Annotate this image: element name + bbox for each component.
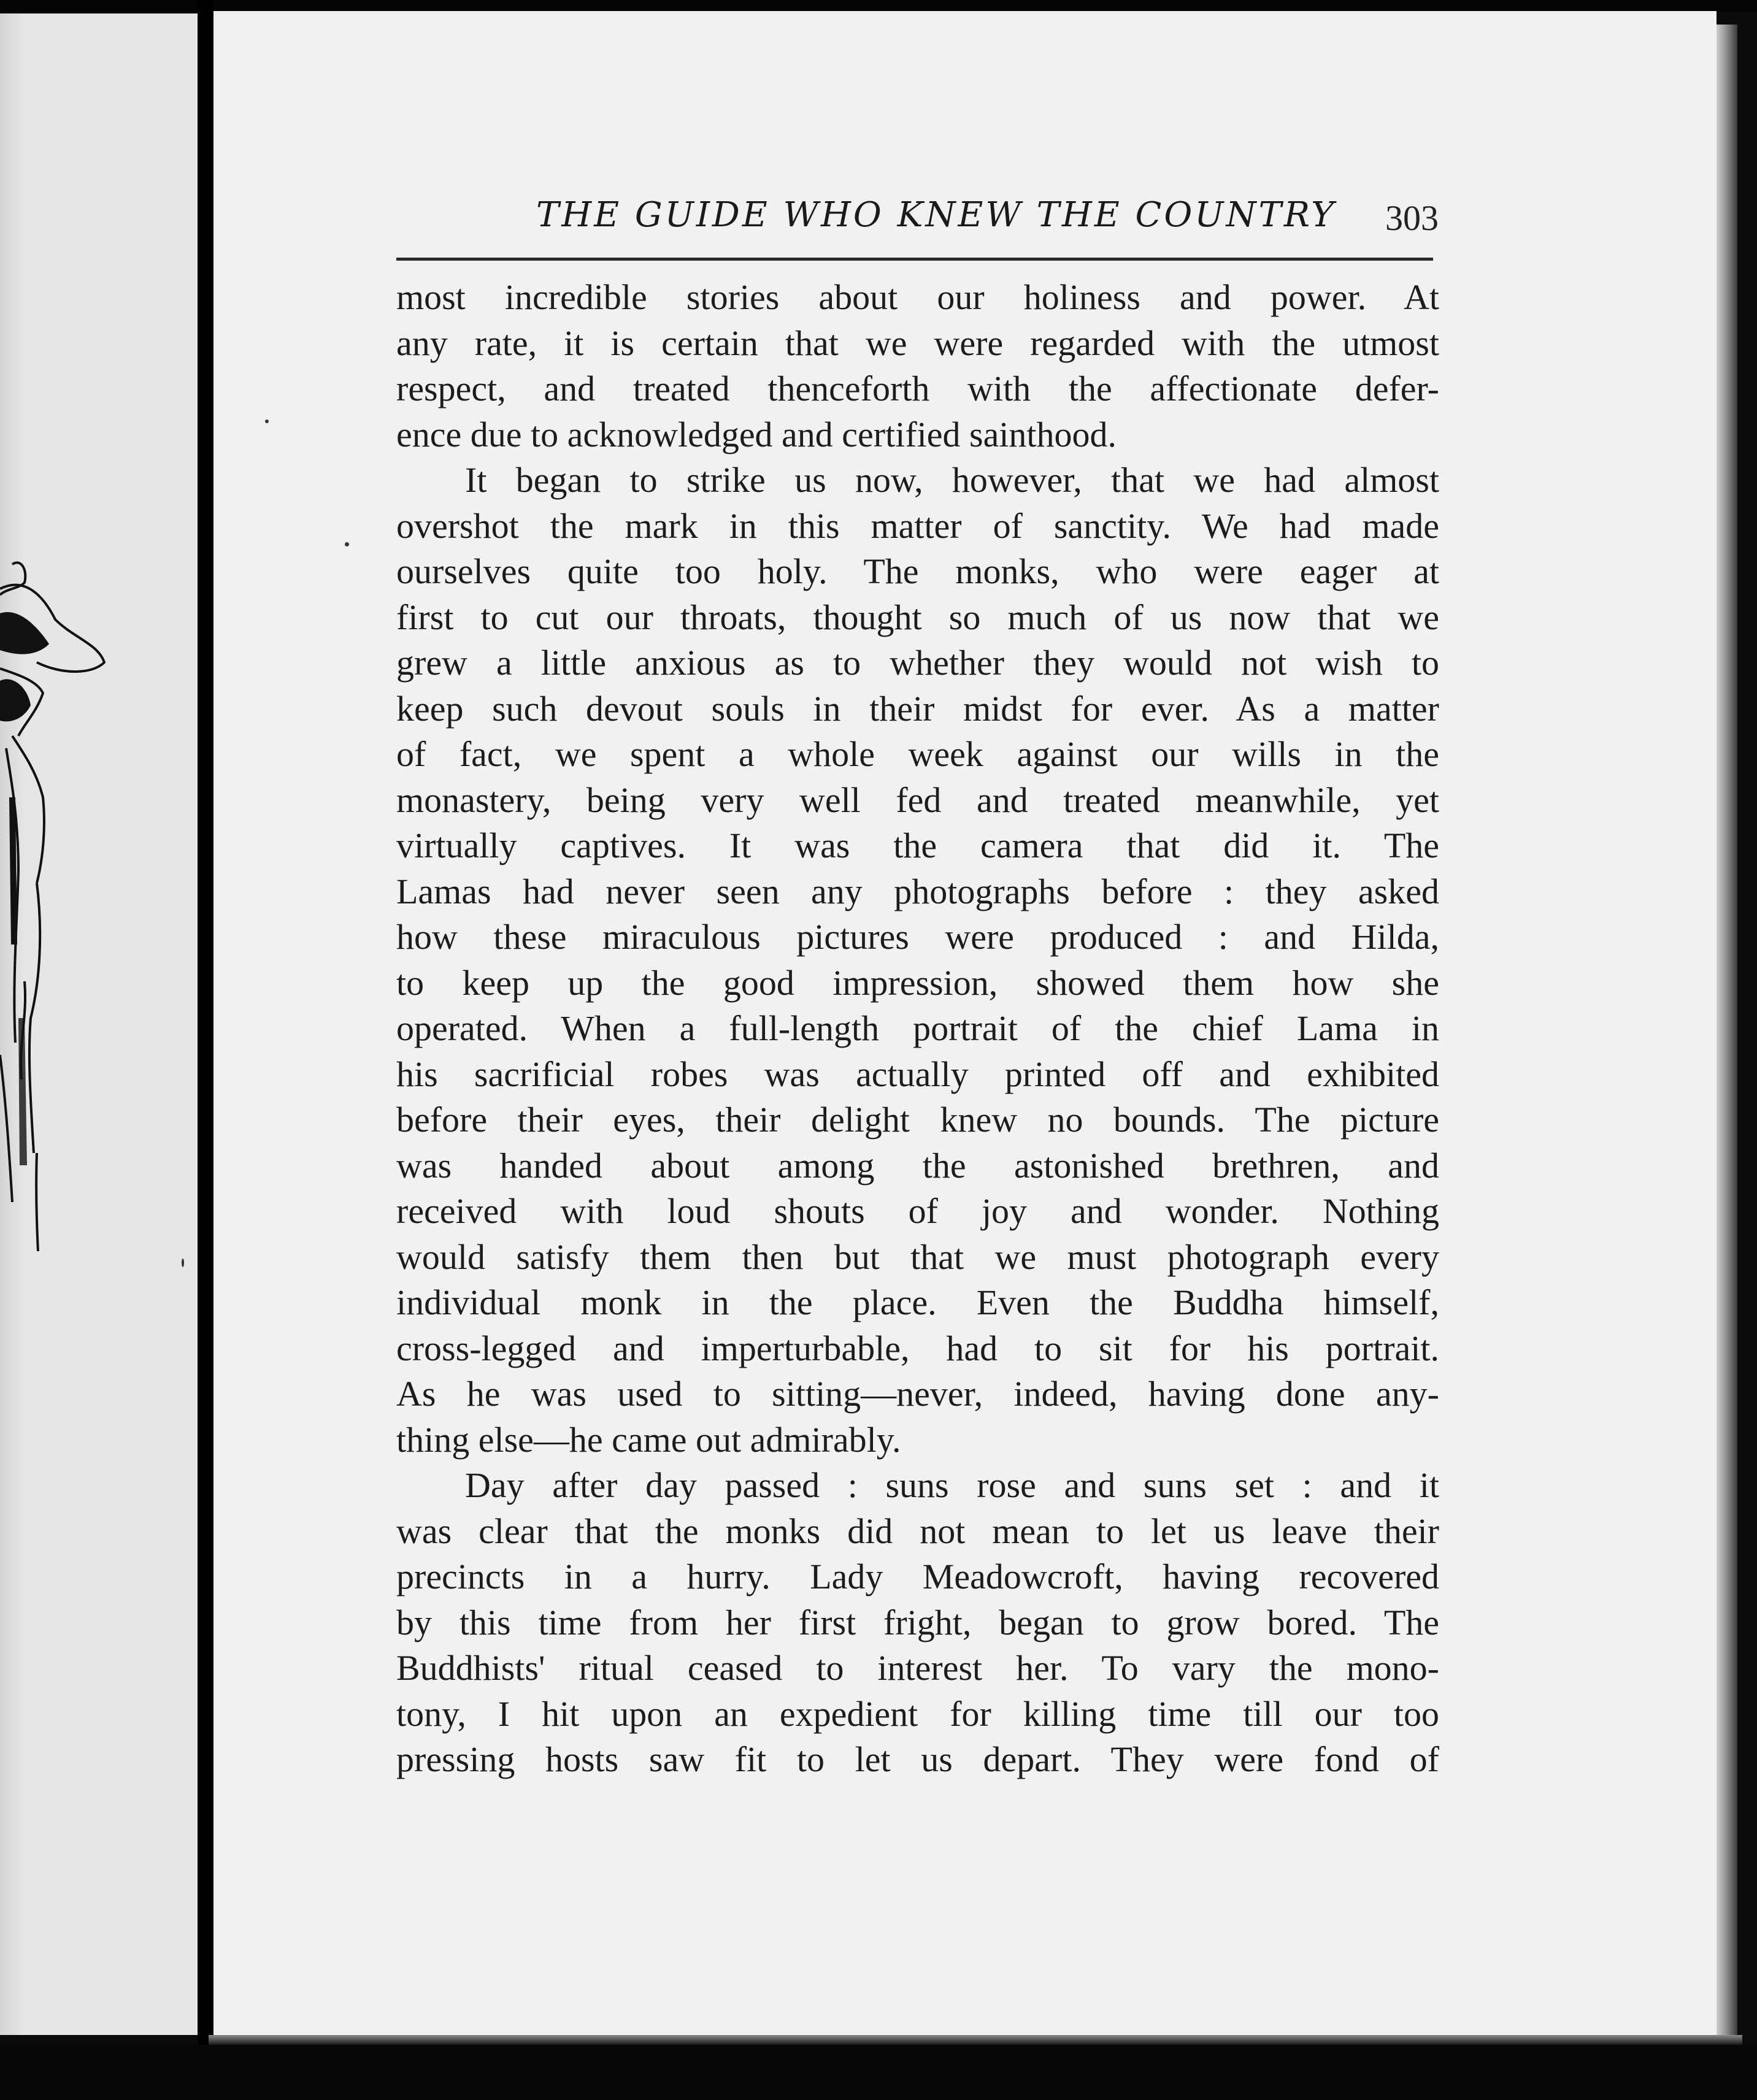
text-line: precincts in a hurry. Lady Meadowcroft, having recovered <box>396 1557 1439 1596</box>
ink-speck <box>182 1259 184 1267</box>
text-line: any rate, it is certain that we were regarded with the utmost <box>396 323 1439 363</box>
text-line: ence due to acknowledged and certified sainthood. <box>396 414 1117 454</box>
running-head-title: THE GUIDE WHO KNEW THE COUNTRY <box>536 195 1337 235</box>
text-line: was handed about among the astonished brethren, and <box>396 1145 1439 1186</box>
text-line: how these miraculous pictures were produced : and Hilda, <box>396 917 1439 957</box>
bottom-scan-border <box>0 2045 1757 2100</box>
ink-speck <box>345 542 349 546</box>
text-line: was clear that the monks did not mean to let us leave their <box>396 1511 1439 1551</box>
header-rule <box>396 258 1433 261</box>
text-line: respect, and treated thenceforth with the affectionate defer- <box>396 369 1439 408</box>
text-line: tony, I hit upon an expedient for killing time till our too <box>396 1693 1439 1734</box>
text-line: before their eyes, their delight knew no bounds. The picture <box>396 1100 1439 1140</box>
page-bottom-edge <box>209 2035 1742 2045</box>
text-line: to keep up the good impression, showed them how she <box>396 962 1439 1003</box>
text-line: his sacrificial robes was actually printed off and exhibited <box>396 1054 1439 1094</box>
text-line: first to cut our throats, thought so much of us now that we <box>396 597 1439 637</box>
page-number: 303 <box>1385 198 1439 238</box>
book-gutter <box>198 0 213 2100</box>
text-line: most incredible stories about our holiness and power. At <box>396 277 1439 317</box>
text-line: received with loud shouts of joy and wonder. Nothing <box>396 1191 1439 1231</box>
ink-speck <box>265 420 269 423</box>
text-line: of fact, we spent a whole week against our wills in the <box>396 734 1439 774</box>
text-line: monastery, being very well fed and treated meanwhile, yet <box>396 780 1439 820</box>
page-edge-shadow <box>1717 25 1737 2042</box>
text-line: ourselves quite too holy. The monks, who were eager at <box>396 551 1439 591</box>
text-line: operated. When a full-length portrait of the chief Lama in <box>396 1008 1439 1048</box>
text-line: would satisfy them then but that we must photograph every <box>396 1236 1439 1277</box>
paragraph-start-line: It began to strike us now, however, that we had almost <box>465 460 1439 500</box>
text-line: pressing hosts saw fit to let us depart. They were fond of <box>396 1739 1439 1779</box>
text-line: virtually captives. It was the camera that did it. The <box>396 826 1439 865</box>
illustration-woman-with-hat <box>0 552 110 1312</box>
text-line: by this time from her first fright, began to grow bored. The <box>396 1602 1439 1642</box>
text-line: cross-legged and imperturbable, had to sit for his portrait. <box>396 1328 1439 1368</box>
text-line: thing else—he came out admirably. <box>396 1419 901 1460</box>
top-scan-border <box>0 0 1757 12</box>
text-line: individual monk in the place. Even the Buddha himself, <box>396 1282 1439 1322</box>
body-text <box>396 275 1439 1783</box>
text-line: Lamas had never seen any photographs before : they asked <box>396 871 1439 911</box>
text-line: As he was used to sitting—never, indeed, having done any- <box>396 1374 1439 1414</box>
text-line: grew a little anxious as to whether they would not wish to <box>396 643 1439 683</box>
text-line: overshot the mark in this matter of sanctity. We had made <box>396 505 1439 546</box>
text-line: keep such devout souls in their midst for ever. As a matter <box>396 688 1439 729</box>
text-line: Buddhists' ritual ceased to interest her. To vary the mono- <box>396 1648 1439 1688</box>
paragraph-start-line: Day after day passed : suns rose and suns set : and it <box>465 1465 1439 1505</box>
